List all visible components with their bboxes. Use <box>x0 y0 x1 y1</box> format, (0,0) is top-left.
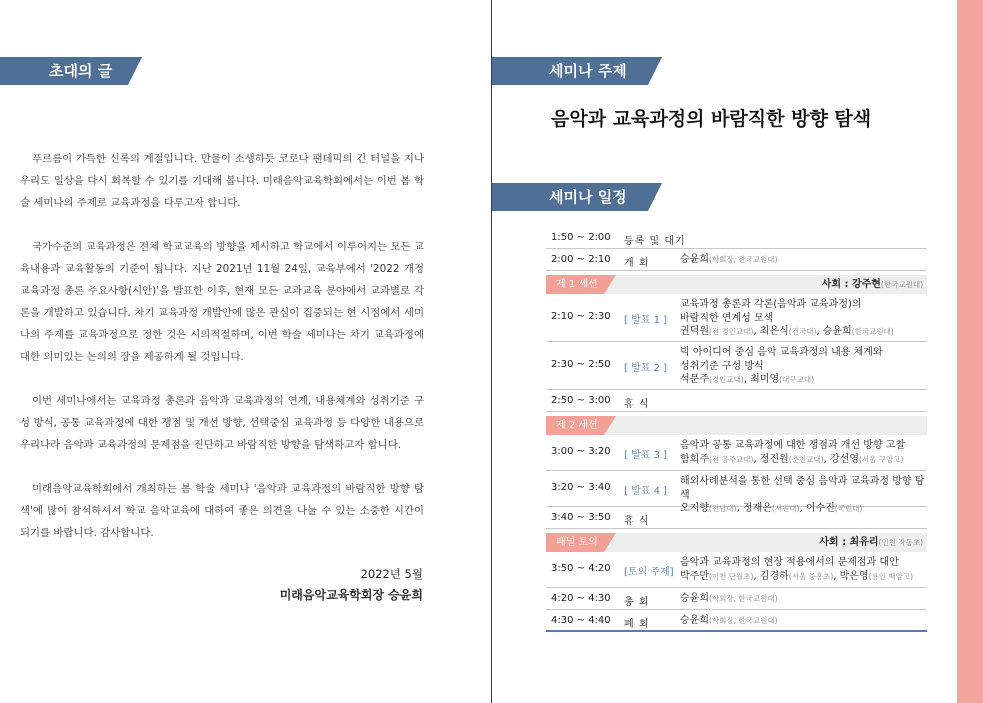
affiliation-note: (춘천교대) <box>788 454 824 464</box>
content-line <box>680 453 905 467</box>
content-line <box>680 570 913 584</box>
line-text: 성취기준 구성 방식 <box>680 360 764 372</box>
letter-paragraph: 푸르름이 가득한 신록의 계절입니다. 만물이 소생하듯 코로나 팬데믹의 긴 터널을 지나 우리도 일상을 다시 회복할 수 있기를 기대해 봅니다. 미래음악교육학회에서는 이번 봄 학술 세미나의 주제로 교육과정을 다루고자 합니다. <box>20 153 424 209</box>
schedule-row <box>546 342 927 390</box>
schedule-row <box>546 390 927 412</box>
affiliation-note: (이천 단월초) <box>708 571 754 581</box>
schedule-label: 휴 식 <box>624 516 650 527</box>
schedule-row <box>546 610 927 632</box>
line-text: 권덕원 <box>680 326 709 337</box>
content-line <box>680 614 778 628</box>
affiliation-note: (서울 구암고) <box>858 454 904 464</box>
session-badge: 패널 토의 <box>546 533 604 552</box>
line-text: , 이수진 <box>799 503 835 514</box>
affiliation-note: (전 경인교대) <box>708 327 754 336</box>
letter-date: 2022년 5월 <box>360 567 423 581</box>
content-line <box>680 298 894 312</box>
content-line <box>680 325 894 339</box>
schedule-content <box>680 614 778 628</box>
content-line <box>680 556 913 570</box>
affiliation-note: (전남대) <box>708 504 737 513</box>
affiliation-note: (경인교대) <box>708 375 744 384</box>
line-text: 승윤희 <box>680 593 709 604</box>
moderator-affiliation: (한국교원대) <box>880 280 923 289</box>
line-text: 승윤희 <box>680 254 709 265</box>
page-spine <box>491 0 492 703</box>
schedule-row <box>546 552 927 588</box>
affiliation-note: (서울 중흥초) <box>788 571 834 581</box>
letter-paragraph: 미래음악교육학회에서 개최하는 봄 학술 세미나 '음악과 교육과정의 바람직한 방향 탐색'에 많이 참석하셔서 학교 음악교육에 대하여 좋은 의견을 나눌 수 있는 소중한 시간이 되기를 바랍니다. 감사합니다. <box>20 483 424 539</box>
affiliation-note: (학회장, 한국교원대) <box>708 616 778 625</box>
schedule-time: 1:50 ~ 2:00 <box>551 232 611 243</box>
affiliation-note: (학회장, 한국교원대) <box>708 594 778 603</box>
line-text: 바람직한 연계성 모색 <box>680 312 774 324</box>
schedule-time: 3:50 ~ 4:20 <box>551 563 611 574</box>
schedule-time: 2:00 ~ 2:10 <box>551 254 611 265</box>
session-badge: 제 1 세션 <box>546 275 604 294</box>
content-line <box>680 312 894 326</box>
line-text: 해외사례분석을 통한 선택 중심 음악과 교육과정 방향 탐색 <box>680 476 925 501</box>
schedule-row <box>546 227 927 249</box>
session-bar <box>546 275 927 294</box>
line-text: 교육과정 총론과 각론(음악과 교육과정)의 <box>680 299 862 310</box>
presentation-tag: [ 발표 2 ] <box>624 363 668 374</box>
content-line <box>680 373 883 387</box>
content-line <box>680 253 778 267</box>
schedule-row <box>546 294 927 342</box>
schedule-label: 폐 회 <box>624 619 650 630</box>
schedule-time: 2:30 ~ 2:50 <box>551 359 611 370</box>
line-text: , 정재은 <box>736 503 772 514</box>
line-text: 음악과 공통 교육과정에 대한 쟁점과 개선 방향 고찰 <box>680 440 906 451</box>
presentation-tag: [ 발표 4 ] <box>624 486 668 497</box>
line-text: 승윤희 <box>680 615 709 626</box>
line-text: 오지향 <box>680 503 709 514</box>
content-line <box>680 475 927 502</box>
schedule-content <box>680 346 883 387</box>
presentation-tag: [토의 주제] <box>624 567 674 578</box>
presentation-tag: [ 발표 1 ] <box>624 315 668 326</box>
schedule-table <box>546 227 927 632</box>
side-accent-strip <box>957 0 983 703</box>
session-badge-tail <box>604 416 616 435</box>
schedule-time: 2:10 ~ 2:30 <box>551 311 611 322</box>
line-text: 박주만 <box>680 570 709 582</box>
moderator-affiliation: (인천 작동초) <box>878 538 923 547</box>
line-text: 석문주 <box>680 374 709 385</box>
schedule-time: 3:20 ~ 3:40 <box>551 482 611 493</box>
schedule-content <box>680 298 894 339</box>
schedule-time: 3:00 ~ 3:20 <box>551 446 611 457</box>
affiliation-note: (건국대) <box>788 327 817 336</box>
schedule-row <box>546 249 927 271</box>
content-line <box>680 592 778 606</box>
session-badge: 제 2 세션 <box>546 416 604 435</box>
affiliation-note: (용인 백암고) <box>868 571 914 581</box>
schedule-row <box>546 588 927 610</box>
invitation-heading: 초대의 글 <box>49 62 113 80</box>
schedule-label: 개 회 <box>624 258 650 269</box>
schedule-content <box>680 439 905 466</box>
line-text: , 정진원 <box>753 453 789 465</box>
schedule-content <box>680 556 913 583</box>
session-moderator <box>819 533 923 552</box>
line-text: , 강선영 <box>823 453 859 465</box>
affiliation-note: (학회장, 한국교원대) <box>708 255 778 264</box>
affiliation-note: (서원대) <box>771 504 800 513</box>
affiliation-note: (대구교대) <box>779 375 815 384</box>
schedule-label: 휴 식 <box>624 399 650 410</box>
line-text: 빅 아이디어 중심 음악 교육과정의 내용 체계와 <box>680 347 883 358</box>
session-badge-tail <box>604 533 616 552</box>
affiliation-note: (국민대) <box>834 504 863 513</box>
schedule-content <box>680 253 778 267</box>
schedule-heading: 세미나 일정 <box>549 188 627 206</box>
letter-paragraph: 국가수준의 교육과정은 전체 학교교육의 방향을 제시하고 학교에서 이루어지는 모든 교육내용과 교육활동의 기준이 됩니다. 지난 2021년 11월 24일, 교육부에서 '2022 개정 교육과정 총론 주요사항(시안)'을 발표한 이후, 현재 모든 교과교육 분야에서 교과별로 각론을 개발하고 있습니다. 차기 교육과정 개발안에 많은 관심이 집중되는 현 시점에서 세미나의 주제를 교육과정으로 정한 것은 시의적절하며, 이번 학술 세미나는 차기 교육과정에 대한 의미있는 논의의 장을 제공하게 될 것입니다. <box>20 241 424 363</box>
schedule-row <box>546 435 927 471</box>
content-line <box>680 439 905 453</box>
schedule-time: 4:20 ~ 4:30 <box>551 593 611 604</box>
moderator-name: 사회 : 강주현 <box>821 279 881 290</box>
schedule-time: 4:30 ~ 4:40 <box>551 615 611 626</box>
seminar-theme-title: 음악과 교육과정의 바람직한 방향 탐색 <box>551 108 872 130</box>
line-text: 음악과 교육과정의 현장 적용에서의 문제점과 대안 <box>680 557 899 568</box>
schedule-row <box>546 471 927 514</box>
schedule-label: 총 회 <box>624 597 650 608</box>
line-text: , 최미영 <box>743 374 780 385</box>
session-badge-tail <box>604 275 616 294</box>
session-bar <box>546 533 927 552</box>
line-text: , 최은식 <box>753 326 789 337</box>
schedule-time: 2:50 ~ 3:00 <box>551 395 611 406</box>
line-text: , 김경하 <box>753 570 789 582</box>
session-bar <box>546 416 927 435</box>
content-line <box>680 346 883 360</box>
content-line <box>680 360 883 374</box>
presentation-tag: [ 발표 3 ] <box>624 450 668 461</box>
schedule-time: 3:40 ~ 3:50 <box>551 512 611 523</box>
schedule-content <box>680 592 778 606</box>
letter-paragraph: 이번 세미나에서는 교육과정 총론과 음악과 교육과정의 연계, 내용체계와 성취기준 구성 방식, 공통 교육과정에 대한 쟁점 및 개선 방향, 선택중심 교육과정 등 다양한 내용으로 우리나라 음악과 교육과정의 문제점을 진단하고 바람직한 방향을 탐색하고자 합니다. <box>20 395 424 451</box>
moderator-name: 사회 : 최유리 <box>819 537 879 548</box>
affiliation-note: (한국교원대) <box>851 327 894 336</box>
letter-signer: 미래음악교육학회장 승윤희 <box>279 588 423 602</box>
theme-heading: 세미나 주제 <box>549 62 627 80</box>
line-text: 함희주 <box>680 453 709 465</box>
affiliation-note: (전 공주교대) <box>708 454 754 464</box>
schedule-row <box>546 507 927 529</box>
schedule-label: 등록 및 대기 <box>624 236 686 247</box>
line-text: , 박은영 <box>833 570 869 582</box>
line-text: , 승윤희 <box>816 326 852 337</box>
session-moderator <box>822 275 923 294</box>
invitation-letter <box>20 148 424 566</box>
